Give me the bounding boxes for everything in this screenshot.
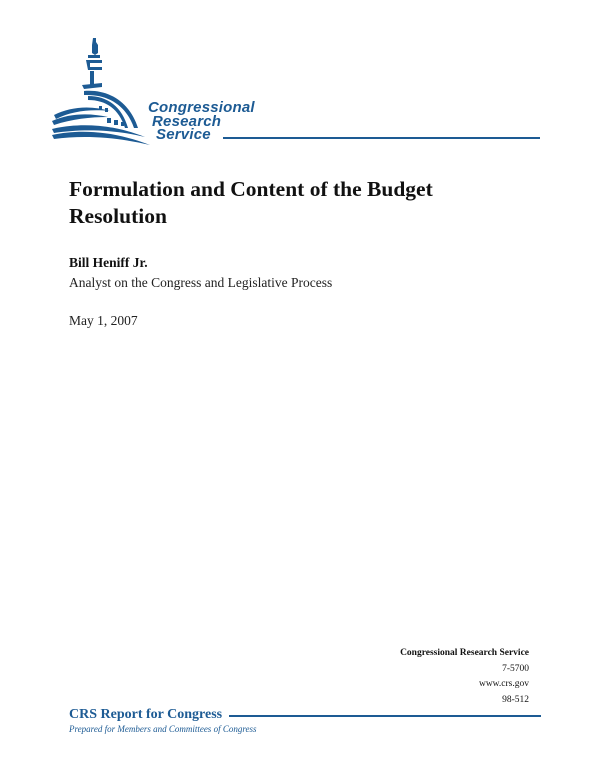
crs-website: www.crs.gov: [478, 679, 529, 689]
author-affiliation: Analyst on the Congress and Legislative Process: [69, 275, 333, 290]
crs-report-number: 98-512: [502, 694, 529, 705]
logo-line-congressional: Congressional: [148, 99, 255, 116]
footer-title: CRS Report for Congress: [69, 707, 223, 722]
header-rule: [223, 137, 540, 139]
crs-organization: Congressional Research Service: [400, 648, 529, 658]
crs-logo-wordmark: [148, 101, 255, 142]
logo-line-service: Service: [156, 126, 211, 143]
crs-info-block: [400, 646, 529, 708]
document-title: Formulation and Content of the Budget Resolution: [69, 177, 433, 228]
logo-line-research: Research: [152, 112, 222, 130]
document-date: May 1, 2007: [69, 313, 138, 328]
footer-rule: [229, 715, 541, 717]
crs-phone: 7-5700: [502, 663, 529, 674]
footer-subtitle: Prepared for Members and Committees of Congress: [69, 724, 257, 734]
author-name: Bill Heniff Jr.: [69, 255, 148, 270]
